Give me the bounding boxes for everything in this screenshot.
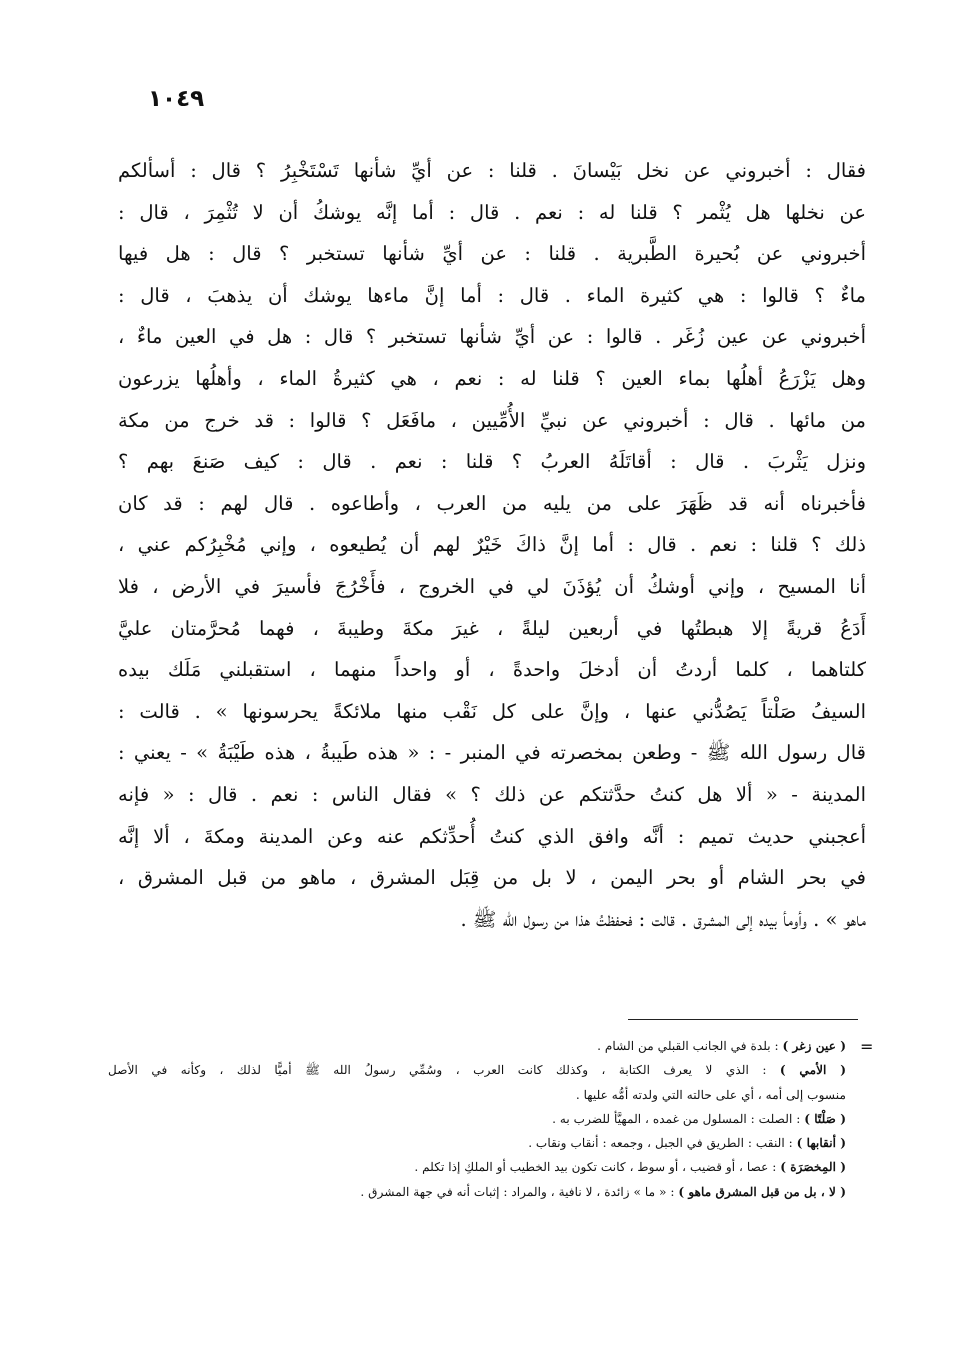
footnote-separator [628,1019,858,1020]
text-line: أخبروني عن عين زُغَر . قالوا : عن أيِّ شأنها تستخبر ؟ قال : هل في العين ماءٌ ، [118,325,866,349]
text-line: أنا المسيح ، وإني أوشكُ أن يُؤذَنَ لي في الخروج ، فأَخْرُجَ فأسيرَ في الأرض ، فلا [118,574,866,598]
footnote [108,1058,846,1082]
text-line: المدينة - « ألا هل كنتُ حدَّثتكم عن ذلك ؟ » فقال الناس : نعم . قال : « فإنه [118,782,866,806]
text-line: كلتاهما ، كلما أردتُ أن أدخلَ واحدةً ، أو واحداً منهما ، استقبلني مَلَك بيده [118,658,866,682]
footnote-term: ( الأمي ) [779,1063,846,1078]
footnote [108,1155,846,1179]
footnotes [108,1034,846,1204]
footnote-term: ( أنقابها ) [796,1136,846,1151]
footnote-term: ( لا ، بل من قبل المشرق ماهو ) [678,1184,846,1199]
footnote-term: ( المِخصَرَة ) [780,1160,846,1175]
text-line: من مائها . قال : أخبروني عن نبيِّ الأُمِّيين ، مافَعَل ؟ قالوا : قد خرج من مكة [118,408,866,432]
footnote-text: : بلدة في الجانب القبلي من الشام . [597,1039,783,1053]
footnote [108,1180,846,1204]
footnote-continuation [108,1083,846,1107]
text-line: ذلك ؟ قلنا : نعم . قال : أما إنَّ ذاكَ خَيْرٌ لهم أن يُطيعوه ، وإني مُخْبِرُكم عني ، [118,533,866,557]
footnote [108,1107,846,1131]
text-line: ونزل يَثْربَ . قال : أقاتَلَهُ العربُ ؟ قلنا : نعم . قال : كيف صَنعَ بهم ؟ [118,450,866,474]
footnote-text: : الصلت : المسلول من غمده ، المهيَّأ للضرب به . [552,1111,805,1126]
footnote [108,1034,846,1058]
footnote-term: ( عين زغر ) [782,1039,846,1053]
footnote-text: : عصا ، أو قضيب ، أو سوط ، كانت تكون بيد الخطيب أو الملكِ إذا تكلم . [414,1160,781,1175]
text-line: عن نخلها هل يُثْمر ؟ قلنا له : نعم . قال : أما إنَّه يوشكُ أن لا تُثْمِرَ ، قال : [118,200,866,224]
text-line: فقال : أخبروني عن نخل بَيْسانَ . قلنا : عن أيِّ شأنها تَسْتَخْبِرُ ؟ قال : أسألكم [118,159,866,182]
footnote-text: : الذي لا يعرف الكتابة ، وكذلك كانت العرب ، وسُمِّي رسولُ الله ﷺ أميًّا لذلك ، وكأنه في الأصل [108,1063,780,1078]
footnote-text: : النقب : الطريق في الجبل ، وجمعه : أنقاب ونقاب . [528,1136,797,1151]
text-line: ماءٌ ؟ قالوا : هي كثيرة الماء . قال : أما إنَّ ماءها يوشك أن يذهبَ ، قال : [118,283,866,307]
text-line: فأخبرناه أنه قد ظَهَرَ على من يليه من العرب ، وأطاعوه . قال لهم : قد كان [118,491,866,515]
text-line: أَدَعُ قريةً إلا هبطتُها في أربعين ليلةً ، غيرَ مكةَ وطيبةَ ، فهما مُحرَّمتان عليَّ [118,616,866,640]
text-line: أخبروني عن بُحيرة الطَّبرية . قلنا : عن أيِّ شأنها تستخبر ؟ قال : هل فيها [118,242,866,266]
footnote-text: : « ما » زائدة ، لا نافية ، والمراد : إثبات أنه في جهة المشرق . [360,1184,679,1199]
text-line: في بحر الشام أو بحر اليمن ، لا بل من قِبَل المشرق ، ماهو من قبل المشرق ، [118,866,866,890]
text-line: السيفُ صَلْتاً يَصُدُّني عنها ، وإنَّ على كل نَقْب منها ملائكةً يحرسونها » . قالت : [118,699,866,723]
text-line: أعجبني حديث تميم : أنَّه وافق الذي كنتُ أُحدِّثكم عنه وعن المدينة ومكةَ ، ألا إنَّه [118,824,866,848]
continuation-mark: = [860,1037,874,1056]
footnote-term: ( صَلْتًا ) [804,1111,846,1126]
footnote [108,1131,846,1155]
text-line: ماهو » . وأومأ بيده إلى المشرق . قالت : فحفظتُ هذا من رسول الله ﷺ . [460,907,866,931]
text-line: وهل يَزْرَعُ أهلُها بماء العين ؟ قلنا له : نعم ، هي كثيرةُ الماء ، وأهلُها يزرعون [118,366,866,390]
text-line: قال رسول الله ﷺ - وطعن بمخصرته في المنبر - : « هذه طَيبةُ ، هذه طَيْبَةُ » - يعني : [118,741,866,765]
page-number: ١٠٤٩ [148,86,205,112]
footnote-text: منسوب إلى أمه ، أي على حالته التي ولدته أمُّه عليها . [575,1087,846,1102]
main-text [118,150,866,940]
